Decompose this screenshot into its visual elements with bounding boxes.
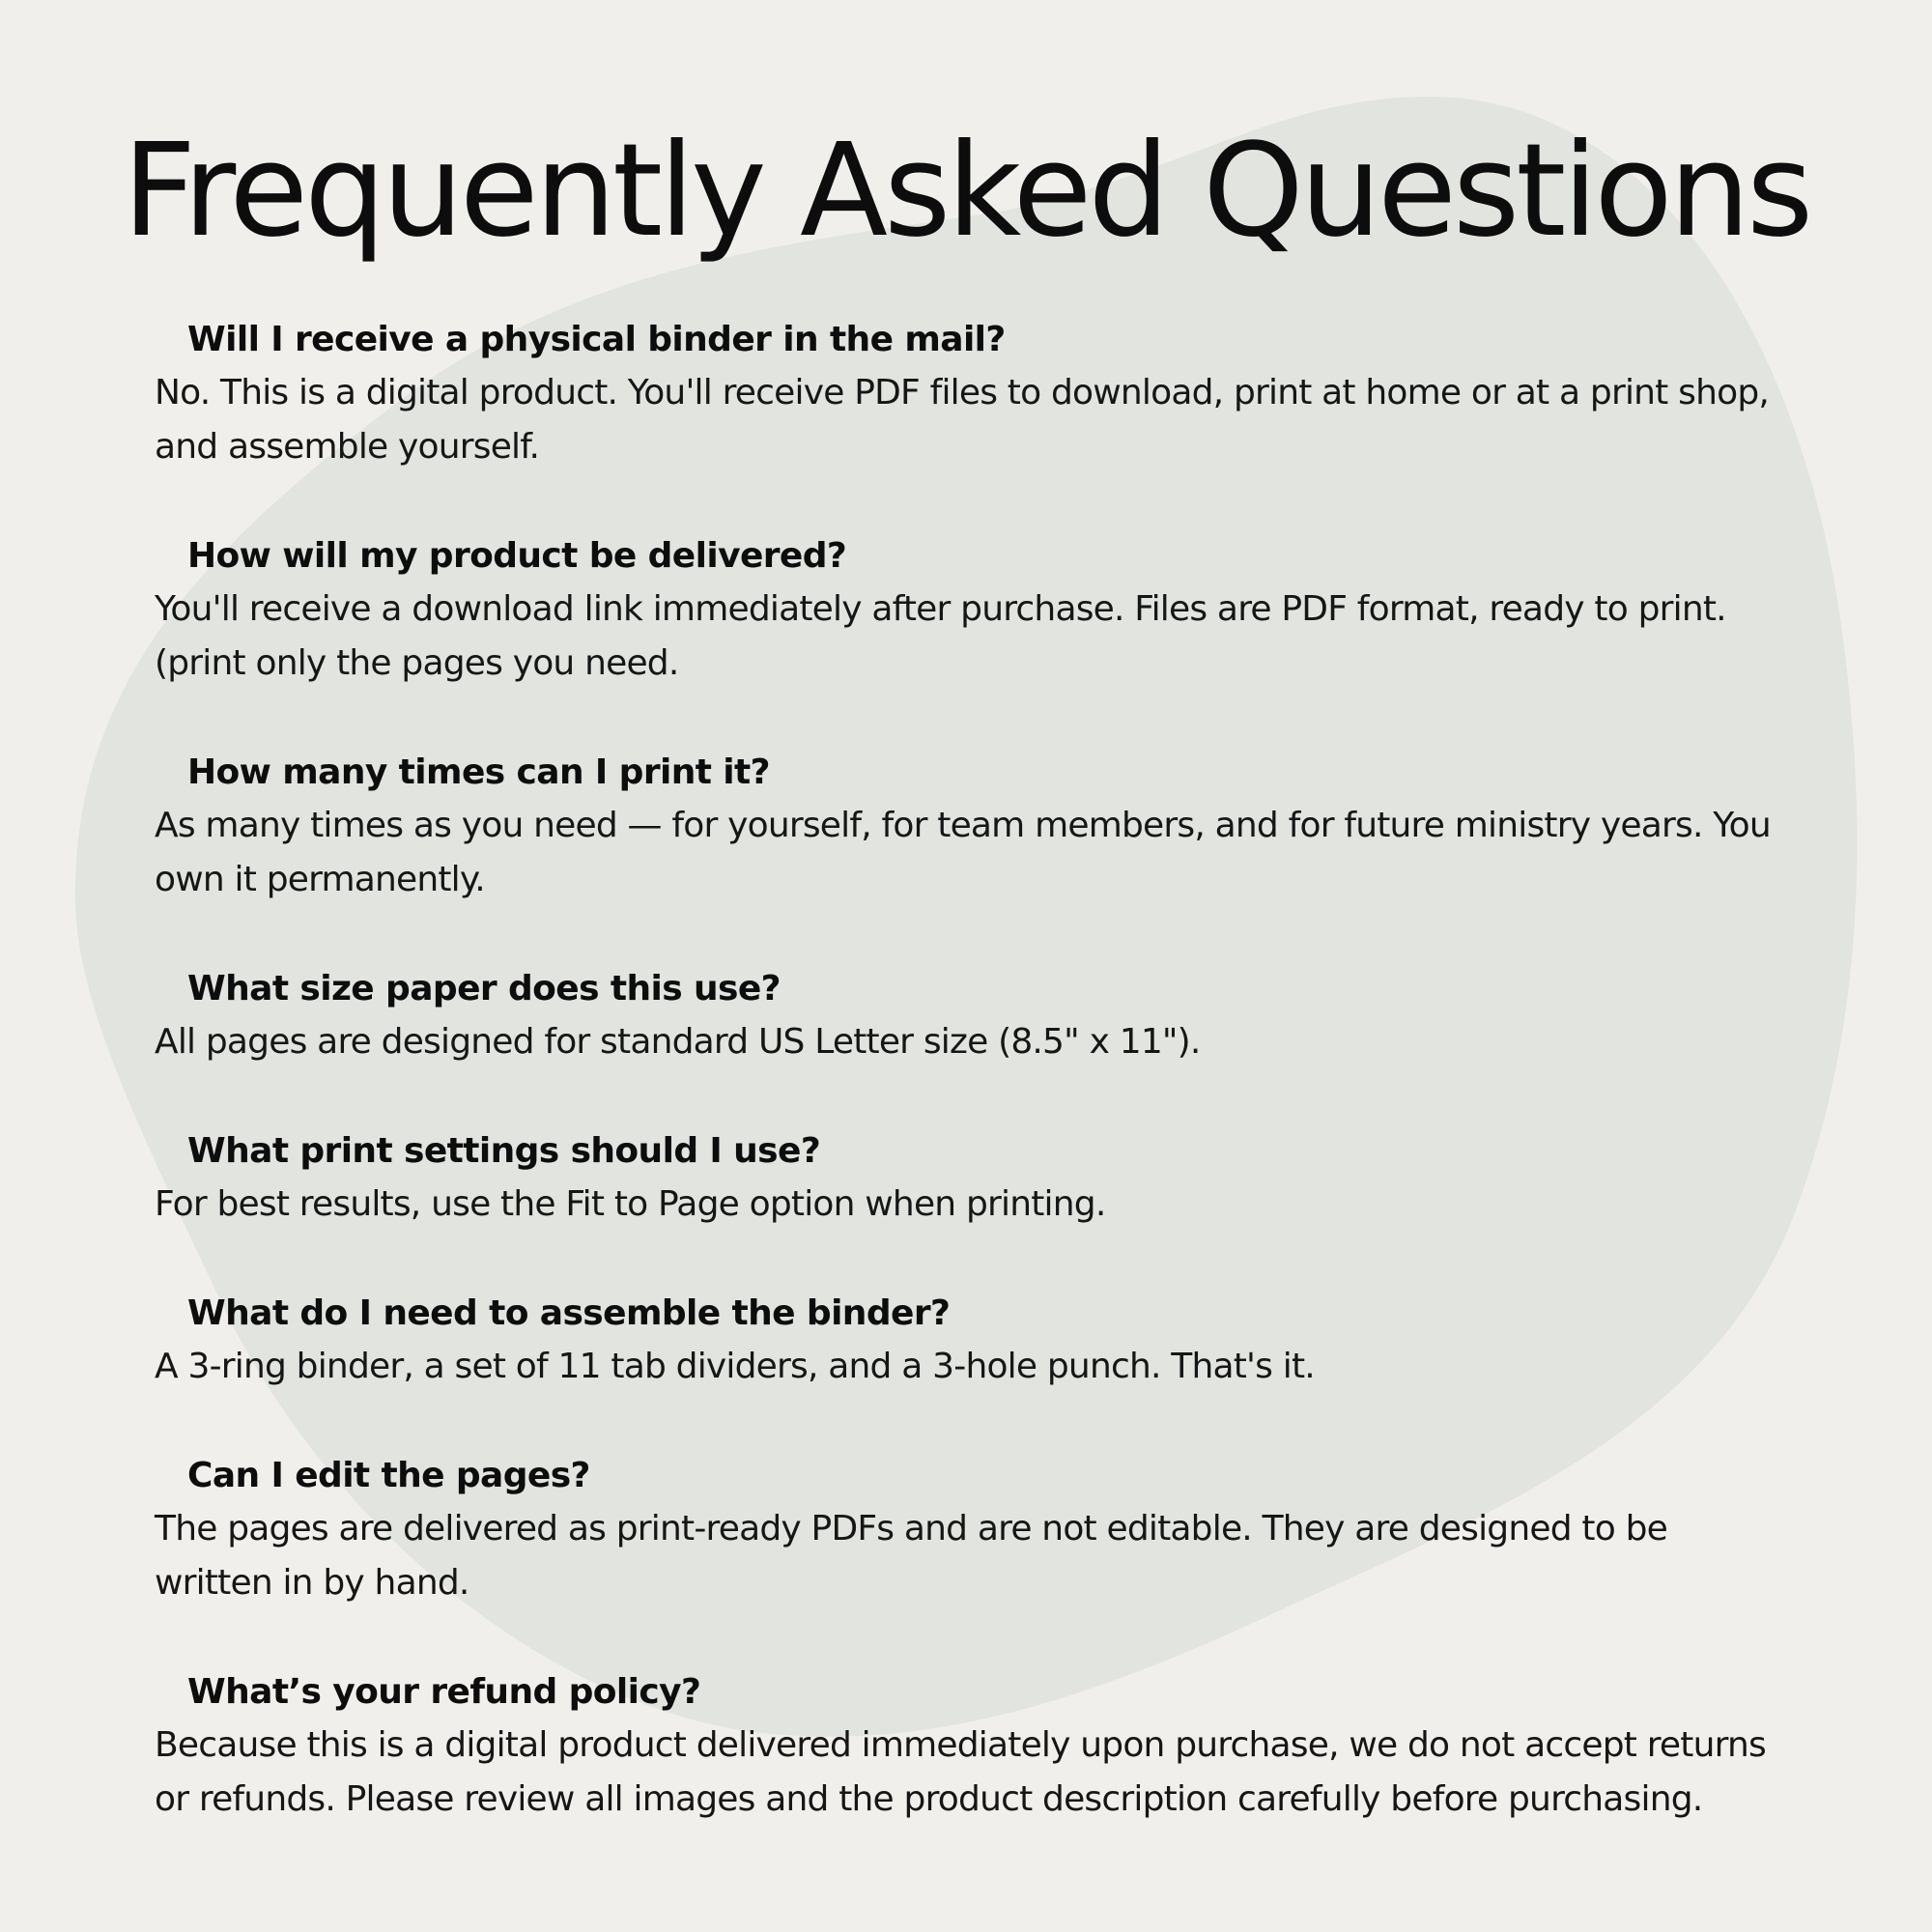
faq-question: Will I receive a physical binder in the mail? [187, 320, 1006, 359]
faq-answer: You'll receive a download link immediately after purchase. Files are PDF format, ready to print. (print only the pages you need. [155, 589, 1726, 683]
faq-question: How will my product be delivered? [187, 536, 847, 576]
faq-question: What’s your refund policy? [187, 1672, 701, 1712]
faq-answer: The pages are delivered as print-ready PDFs and are not editable. They are designed to be written in by hand. [155, 1509, 1667, 1603]
faq-question: What do I need to assemble the binder? [187, 1293, 951, 1333]
faq-answer: No. This is a digital product. You'll receive PDF files to download, print at home or at a print shop, and assemble yourself. [155, 373, 1770, 467]
faq-answer: As many times as you need — for yourself, for team members, and for future ministry years. You own it permanently. [155, 806, 1771, 899]
faq-question: What print settings should I use? [187, 1131, 821, 1171]
faq-answer: Because this is a digital product delivered immediately upon purchase, we do not accept returns or refunds. Please review all images and the product description carefully before purchasing. [155, 1725, 1766, 1819]
faq-item-physical-binder [155, 314, 1787, 474]
faq-item-paper-size [155, 963, 1787, 1069]
faq-question: How many times can I print it? [187, 753, 770, 792]
faq-item-refund-policy [155, 1666, 1787, 1827]
faq-item-print-times [155, 747, 1787, 907]
faq-item-assembly [155, 1288, 1787, 1394]
faq-answer: For best results, use the Fit to Page option when printing. [155, 1184, 1106, 1224]
faq-answer: A 3-ring binder, a set of 11 tab dividers, and a 3-hole punch. That's it. [155, 1347, 1315, 1386]
faq-item-editing [155, 1450, 1787, 1610]
page-title: Frequently Asked Questions [122, 117, 1810, 266]
faq-question: What size paper does this use? [187, 969, 781, 1009]
faq-answer: All pages are designed for standard US Letter size (8.5" x 11"). [155, 1022, 1201, 1062]
faq-list [155, 314, 1787, 1883]
faq-item-print-settings [155, 1125, 1787, 1232]
faq-item-delivery [155, 530, 1787, 691]
faq-question: Can I edit the pages? [187, 1456, 590, 1495]
